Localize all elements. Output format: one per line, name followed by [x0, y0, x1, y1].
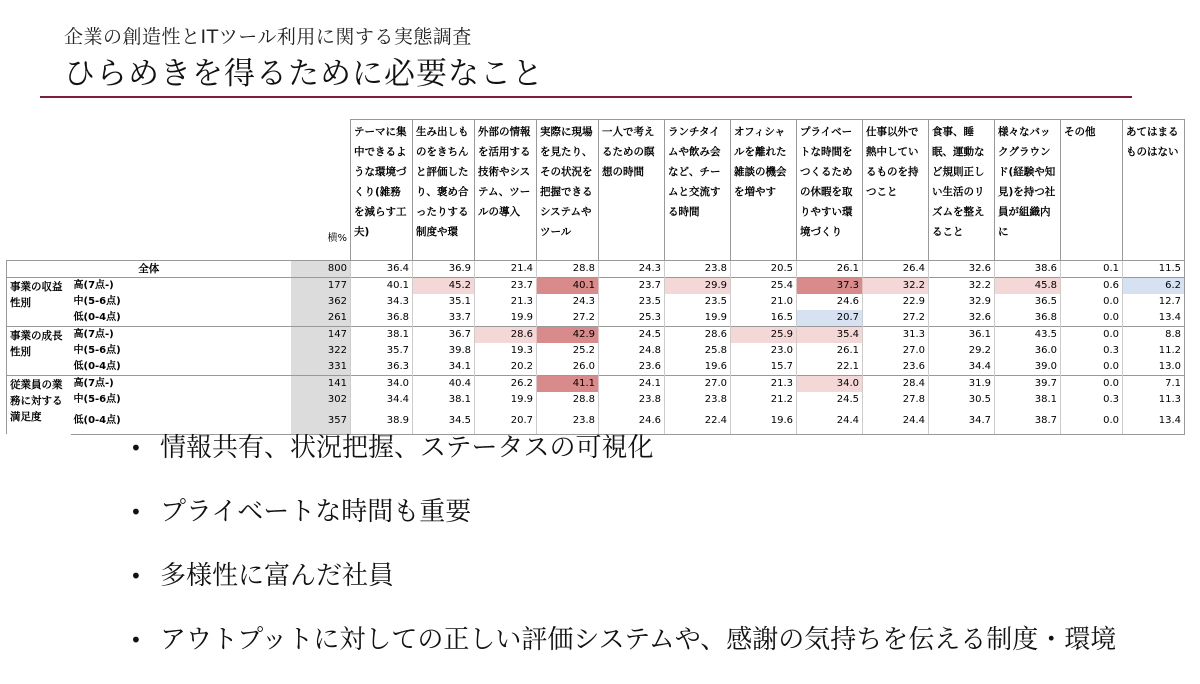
question-header: 仕事以外で熱中しているものを持つこと [863, 120, 929, 261]
table-cell: 25.8 [665, 343, 731, 359]
table-cell: 22.1 [797, 359, 863, 376]
sample-size: 357 [291, 408, 351, 435]
table-cell: 36.1 [929, 326, 995, 343]
table-cell: 27.8 [863, 392, 929, 408]
question-header: ランチタイムや飲み会など、チームと交流する時間 [665, 120, 731, 261]
table-cell: 23.6 [863, 359, 929, 376]
group-label: 従業員の業務に対する満足度 [7, 375, 71, 434]
row-label: 高(7点-) [71, 277, 291, 294]
table-cell: 34.4 [929, 359, 995, 376]
table-cell: 34.4 [351, 392, 413, 408]
table-cell: 0.1 [1061, 260, 1123, 277]
table-cell: 27.0 [665, 375, 731, 392]
list-item [130, 620, 1116, 684]
table-cell: 36.5 [995, 294, 1061, 310]
table-cell: 34.0 [797, 375, 863, 392]
bullet-icon: • [130, 500, 142, 524]
table-row [7, 277, 1185, 294]
table-cell: 39.7 [995, 375, 1061, 392]
table-cell: 35.7 [351, 343, 413, 359]
row-label: 低(0-4点) [73, 311, 121, 323]
bullet-text: アウトプットに対しての正しい評価システムや、感謝の気持ちを伝える制度・環境 [160, 625, 1117, 655]
table-cell: 29.2 [929, 343, 995, 359]
table-cell: 26.4 [863, 260, 929, 277]
list-item [130, 428, 1116, 492]
table-cell: 0.6 [1061, 277, 1123, 294]
unit-label: 横% [327, 232, 347, 244]
table-cell: 42.9 [537, 326, 599, 343]
question-header: あてはまるものはない [1123, 120, 1185, 261]
table-cell: 21.3 [731, 375, 797, 392]
report-subtitle: 企業の創造性とITツール利用に関する実態調査 [64, 26, 472, 48]
question-header: 一人で考えるための瞑想の時間 [599, 120, 665, 261]
table-cell: 24.6 [797, 294, 863, 310]
table-cell: 26.0 [537, 359, 599, 376]
table-cell: 31.3 [863, 326, 929, 343]
table-row [7, 392, 1185, 408]
bullet-text: 情報共有、状況把握、ステータスの可視化 [160, 433, 654, 463]
table-cell: 36.8 [995, 310, 1061, 327]
table-cell: 38.6 [995, 260, 1061, 277]
bullet-text: プライベートな時間も重要 [160, 497, 472, 527]
table-cell: 36.7 [413, 326, 475, 343]
table-cell: 45.2 [413, 277, 475, 294]
table-cell: 35.1 [413, 294, 475, 310]
table-cell: 0.0 [1061, 294, 1123, 310]
table-cell: 0.0 [1061, 359, 1123, 376]
table-cell: 21.4 [475, 260, 537, 277]
table-cell: 11.2 [1123, 343, 1185, 359]
table-cell: 20.2 [475, 359, 537, 376]
table-cell: 39.0 [995, 359, 1061, 376]
table-cell: 26.1 [797, 260, 863, 277]
table-cell: 21.2 [731, 392, 797, 408]
table-cell: 16.5 [731, 310, 797, 327]
row-label: 低(0-4点) [73, 360, 121, 372]
title-divider [40, 96, 1132, 98]
table-cell: 13.4 [1123, 408, 1185, 435]
table-cell: 0.0 [1061, 310, 1123, 327]
row-label: 中(5-6点) [73, 393, 121, 405]
table-cell: 19.9 [665, 310, 731, 327]
table-cell: 29.9 [665, 277, 731, 294]
table-cell: 34.3 [351, 294, 413, 310]
bullet-icon: • [130, 628, 142, 652]
table-cell: 26.1 [797, 343, 863, 359]
table-cell: 19.9 [475, 310, 537, 327]
table-cell: 36.3 [351, 359, 413, 376]
table-cell: 0.3 [1061, 343, 1123, 359]
table-cell: 6.2 [1123, 277, 1185, 294]
question-header: 外部の情報を活用する技術やシステム、ツールの導入 [475, 120, 537, 261]
sample-size: 331 [291, 359, 351, 376]
bullet-icon: • [130, 436, 142, 460]
table-cell: 23.6 [599, 359, 665, 376]
question-header: 実際に現場を見たり、その状況を把握できるシステムやツール [537, 120, 599, 261]
table-cell: 8.8 [1123, 326, 1185, 343]
table-cell: 27.0 [863, 343, 929, 359]
table-cell: 28.6 [665, 326, 731, 343]
survey-table [6, 119, 1185, 435]
table-cell: 39.8 [413, 343, 475, 359]
list-item [130, 556, 1116, 620]
table-row [7, 294, 1185, 310]
table-cell: 20.5 [731, 260, 797, 277]
table-cell: 11.3 [1123, 392, 1185, 408]
table-cell: 0.0 [1061, 326, 1123, 343]
group-label: 事業の収益性別 [7, 277, 71, 326]
table-cell: 38.1 [351, 326, 413, 343]
table-cell: 13.0 [1123, 359, 1185, 376]
table-cell: 23.5 [665, 294, 731, 310]
table-row [7, 375, 1185, 392]
table-cell: 36.8 [351, 310, 413, 327]
table-cell: 32.9 [929, 294, 995, 310]
table-cell: 23.8 [665, 392, 731, 408]
table-cell: 40.1 [537, 277, 599, 294]
table-cell: 23.5 [599, 294, 665, 310]
table-cell: 25.2 [537, 343, 599, 359]
bullet-icon: • [130, 564, 142, 588]
table-cell: 19.3 [475, 343, 537, 359]
table-row-total [7, 260, 1185, 277]
table-cell: 11.5 [1123, 260, 1185, 277]
table-cell: 38.1 [413, 392, 475, 408]
slide-title: ひらめきを得るために必要なこと [64, 56, 544, 92]
table-cell: 21.0 [731, 294, 797, 310]
question-header: 食事、睡眠、運動など規則正しい生活のリズムを整えること [929, 120, 995, 261]
table-cell: 37.3 [797, 277, 863, 294]
table-cell: 26.2 [475, 375, 537, 392]
table-cell: 23.0 [731, 343, 797, 359]
sample-size: 177 [291, 277, 351, 294]
table-cell: 36.4 [351, 260, 413, 277]
table-row [7, 343, 1185, 359]
table-cell: 40.4 [413, 375, 475, 392]
table-cell: 33.7 [413, 310, 475, 327]
table-cell: 36.0 [995, 343, 1061, 359]
table-cell: 32.6 [929, 260, 995, 277]
question-header: プライベートな時間をつくるための休暇を取りやすい環境づくり [797, 120, 863, 261]
table-cell: 0.0 [1061, 408, 1123, 435]
table-cell: 25.9 [731, 326, 797, 343]
table-cell: 38.9 [351, 408, 413, 435]
table-cell: 24.5 [599, 326, 665, 343]
table-cell: 12.7 [1123, 294, 1185, 310]
table-cell: 25.3 [599, 310, 665, 327]
table-cell: 36.9 [413, 260, 475, 277]
table-cell: 0.3 [1061, 392, 1123, 408]
question-header: テーマに集中できるような環境づくり(雑務を減らす工夫) [351, 120, 413, 261]
table-cell: 24.3 [599, 260, 665, 277]
table-cell: 35.4 [797, 326, 863, 343]
table-cell: 24.4 [863, 408, 929, 435]
table-cell: 38.7 [995, 408, 1061, 435]
table-cell: 23.7 [599, 277, 665, 294]
row-label: 中(5-6点) [73, 344, 121, 356]
table-cell: 24.5 [797, 392, 863, 408]
table-cell: 27.2 [863, 310, 929, 327]
table-cell: 38.1 [995, 392, 1061, 408]
sample-size: 141 [291, 375, 351, 392]
table-cell: 24.1 [599, 375, 665, 392]
table-cell: 34.0 [351, 375, 413, 392]
table-cell: 32.2 [863, 277, 929, 294]
table-cell: 43.5 [995, 326, 1061, 343]
table-cell: 32.6 [929, 310, 995, 327]
bullet-text: 多様性に富んだ社員 [160, 561, 395, 591]
question-header: オフィシャルを離れた雑談の機会を増やす [731, 120, 797, 261]
table-cell: 45.8 [995, 277, 1061, 294]
table-cell: 23.8 [599, 392, 665, 408]
table-cell: 20.7 [797, 310, 863, 327]
sample-size: 302 [291, 392, 351, 408]
list-item [130, 492, 1116, 556]
table-cell: 30.5 [929, 392, 995, 408]
table-cell: 19.6 [665, 359, 731, 376]
bullet-list [130, 428, 1116, 684]
table-cell: 22.4 [665, 408, 731, 435]
table-cell: 34.7 [929, 408, 995, 435]
table-cell: 34.5 [413, 408, 475, 435]
table-cell: 32.2 [929, 277, 995, 294]
table-cell: 22.9 [863, 294, 929, 310]
table-cell: 40.1 [351, 277, 413, 294]
row-label: 高(7点-) [71, 326, 291, 343]
table-cell: 25.4 [731, 277, 797, 294]
table-cell: 15.7 [731, 359, 797, 376]
table-cell: 34.1 [413, 359, 475, 376]
table-cell: 24.3 [537, 294, 599, 310]
question-header: 生み出しものをきちんと評価したり、褒め合ったりする制度や環 [413, 120, 475, 261]
table-cell: 24.8 [599, 343, 665, 359]
row-label: 高(7点-) [71, 375, 291, 392]
table-cell: 23.7 [475, 277, 537, 294]
table-cell: 19.9 [475, 392, 537, 408]
table-cell: 41.1 [537, 375, 599, 392]
sample-size: 362 [291, 294, 351, 310]
table-cell: 20.7 [475, 408, 537, 435]
group-label: 事業の成長性別 [7, 326, 71, 375]
table-cell: 31.9 [929, 375, 995, 392]
sample-size: 322 [291, 343, 351, 359]
table-cell: 28.8 [537, 260, 599, 277]
table-row [7, 359, 1185, 376]
table-cell: 24.6 [599, 408, 665, 435]
row-label: 中(5-6点) [73, 295, 121, 307]
table-cell: 27.2 [537, 310, 599, 327]
table-header-row [7, 120, 1185, 261]
table-cell: 23.8 [665, 260, 731, 277]
table-cell: 24.4 [797, 408, 863, 435]
table-row [7, 326, 1185, 343]
total-label: 全体 [7, 260, 291, 277]
table-cell: 0.0 [1061, 375, 1123, 392]
table-cell: 7.1 [1123, 375, 1185, 392]
sample-size: 261 [291, 310, 351, 327]
row-label: 低(0-4点) [71, 408, 291, 435]
sample-size: 800 [291, 260, 351, 277]
question-header: その他 [1061, 120, 1123, 261]
table-cell: 28.8 [537, 392, 599, 408]
table-cell: 28.4 [863, 375, 929, 392]
table-cell: 19.6 [731, 408, 797, 435]
sample-size: 147 [291, 326, 351, 343]
table-cell: 21.3 [475, 294, 537, 310]
table-cell: 23.8 [537, 408, 599, 435]
question-header: 様々なバックグラウンド(経験や知見)を持つ社員が組織内に [995, 120, 1061, 261]
table-row [7, 310, 1185, 327]
table-cell: 28.6 [475, 326, 537, 343]
table-cell: 13.4 [1123, 310, 1185, 327]
